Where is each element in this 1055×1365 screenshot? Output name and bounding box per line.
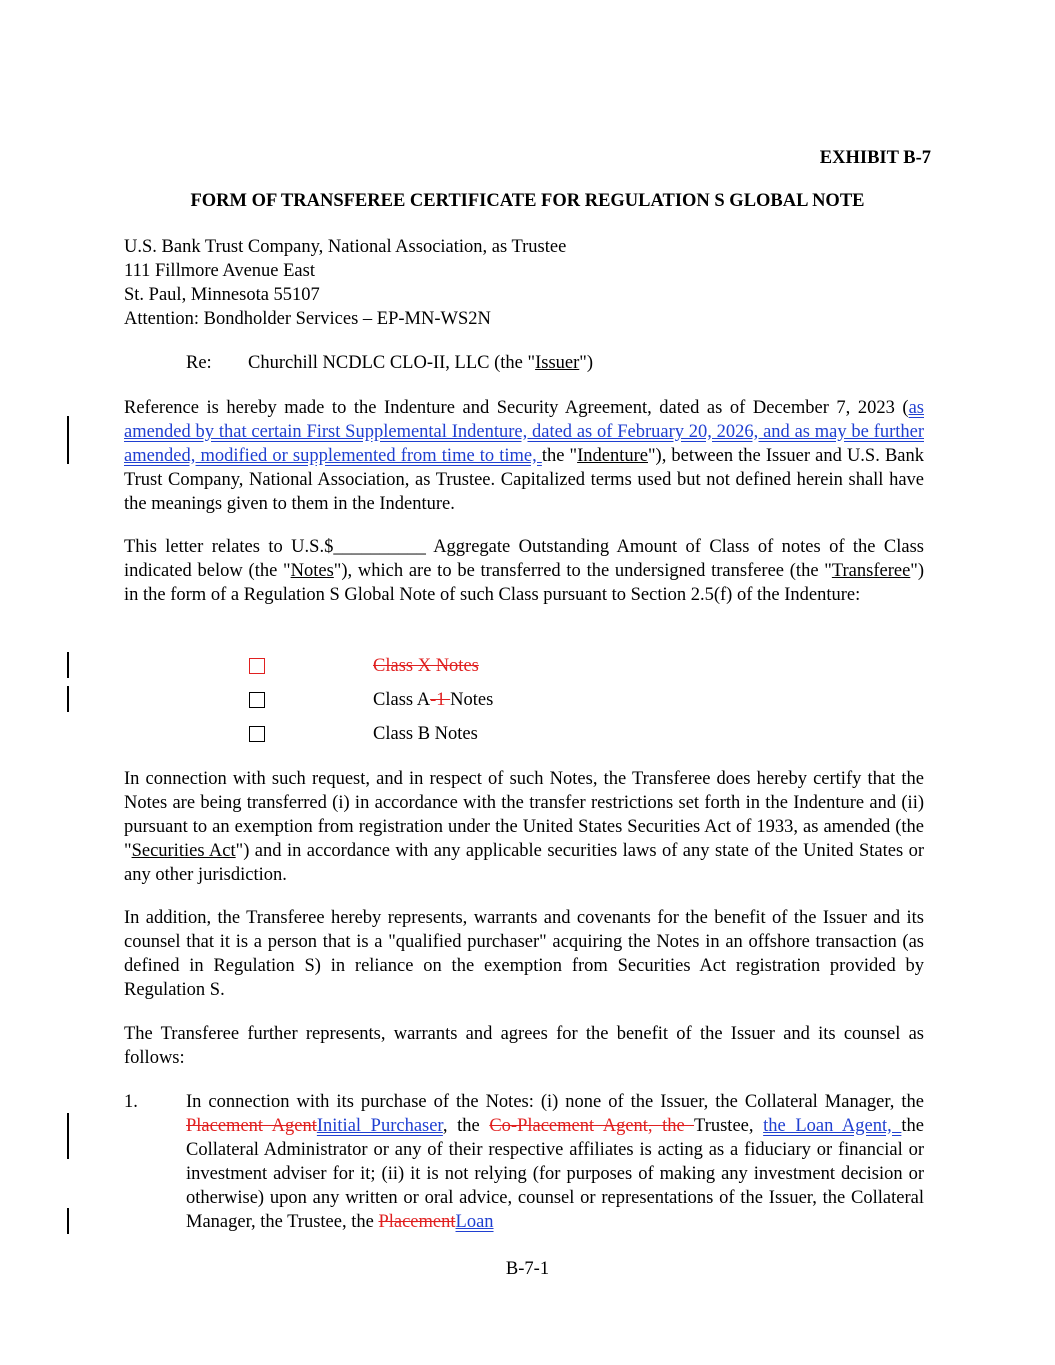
change-bar [67,1208,69,1234]
text-run: Reference is hereby made to the Indenture and Security Agreement, dated as of December 7, 2023 ( [124,398,909,418]
re-label: Re: [186,353,212,373]
document-title: FORM OF TRANSFEREE CERTIFICATE FOR REGULATION S GLOBAL NOTE [190,191,865,211]
inserted-text: the Loan Agent, [763,1116,902,1136]
change-bar [67,416,69,464]
text-run: Trustee, [694,1116,764,1136]
indenture-term: Indenture [577,446,648,466]
paragraph-qualified-purchaser: In addition, the Transferee hereby represents, warrants and covenants for the benefit of the Issuer and its counsel that it is a person that is a "qualified purchaser" acquiring the Notes in an offshore transaction (as defined in Regulation S) in reliance on the exemption from Securities Act registration provided by Regulation S. [124,908,924,1000]
paragraph-reference [124,396,924,516]
paragraph-letter-relates [124,535,924,607]
class-x-label: Class X Notes [373,656,479,676]
text-run: Class A [373,690,431,710]
text-run: ") and in accordance with any applicable securities laws of any state of the United States or any other jurisdiction. [124,841,924,885]
class-b-label: Class B Notes [373,724,478,744]
paragraph-certify [124,767,924,887]
address-line: Attention: Bondholder Services – EP-MN-WS2N [124,309,491,329]
change-bar [67,686,69,712]
class-x-checkbox[interactable] [249,658,265,674]
deleted-text: Placement Agent [186,1116,317,1136]
class-a-checkbox[interactable] [249,692,265,708]
text-run: , the [442,1116,490,1136]
inserted-text: as amended by that certain First Supplemental Indenture, dated as of February 20, 2026, and as may be further amended, modified or supplemented from time to time, [124,398,924,466]
notes-term: Notes [290,561,334,581]
securities-act-term: Securities Act [131,841,236,861]
deleted-text: Placement [378,1212,456,1232]
deleted-text: Co-Placement Agent, the [489,1116,695,1136]
re-line [186,351,593,375]
address-line: U.S. Bank Trust Company, National Association, as Trustee [124,237,567,257]
trustee-address [124,235,566,331]
exhibit-label: EXHIBIT B-7 [819,148,931,168]
deleted-text: -1 [430,690,451,710]
text-run: Notes [450,690,494,710]
inserted-text: Initial Purchaser [316,1116,443,1136]
text-run: "), which are to be transferred to the undersigned transferee (the " [333,561,832,581]
text-run: "), between the Issuer and U.S. Bank Trust Company, National Association, as Trustee. Capitalized terms used but not defined herein shall have the meanings given to them in the Indenture. [124,446,924,514]
address-line: St. Paul, Minnesota 55107 [124,285,320,305]
item-number: 1. [124,1092,138,1112]
text-run: ") in the form of a Regulation S Global Note of such Class pursuant to Section 2.5(f) of the Indenture: [124,561,925,605]
item-body [186,1090,924,1234]
text-run: This letter relates to U.S.$__________ Aggregate Outstanding Amount of Class of notes of the Class indicated below (the " [124,537,924,581]
re-text: Churchill NCDLC CLO-II, LLC (the " [248,353,536,373]
issuer-term: Issuer [535,353,580,373]
text-run: In connection with such request, and in respect of such Notes, the Transferee does hereby certify that the Notes are being transferred (i) in accordance with the transfer restrictions set forth in the Indenture and (ii) pursuant to an exemption from registration under the United States Securities Act of 1933, as amended (the " [124,769,924,861]
address-line: 111 Fillmore Avenue East [124,261,315,281]
page-number: B-7-1 [505,1259,550,1279]
change-bar [67,1113,69,1159]
class-b-checkbox[interactable] [249,726,265,742]
re-text-end: ") [579,353,593,373]
text-run: the Collateral Administrator or any of their respective affiliates is acting as a fiduciary or financial or investment adviser for it; (ii) it is not relying (for purposes of making any investment decision or otherwise) upon any written or oral advice, counsel or representations of the Issuer, the Collateral Manager, the Trustee, the [186,1116,924,1232]
text-run: the " [541,446,578,466]
class-a-label [373,688,493,712]
transferee-term: Transferee [831,561,911,581]
text-run: In connection with its purchase of the Notes: (i) none of the Issuer, the Collateral Manager, the [186,1092,924,1112]
paragraph-further-represents: The Transferee further represents, warrants and agrees for the benefit of the Issuer and its counsel as follows: [124,1024,924,1068]
inserted-text: Loan [455,1212,494,1232]
change-bar [67,652,69,678]
